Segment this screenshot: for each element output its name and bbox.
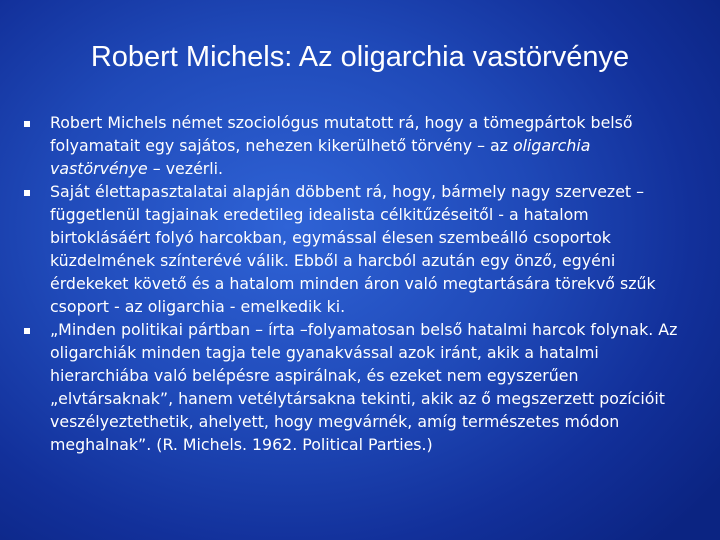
bullet-text-part: – vezérli. xyxy=(147,159,224,178)
bullet-item xyxy=(24,111,684,180)
bullet-text: „Minden politikai pártban – írta –folyamatosan belső hatalmi harcok folynak. Az oligarchiák minden tagja tele gyanakvással azok iránt, akik a hatalmi hierarchiába való belépésre aspirálnak, és ezeket nem egyszerűen „elvtársaknak”, hanem vetélytársakna tekinti, akik az ő megszerzett pozícióit veszélyeztethetik, ahelyett, hogy megvárnék, amíg természetes módon meghalnak”. (R. Michels. 1962. Political Parties.) xyxy=(50,320,678,454)
slide-title: Robert Michels: Az oligarchia vastörvénye xyxy=(90,41,630,73)
bullet-text-part: Robert Michels német szociológus mutatott rá, hogy a tömegpártok belső folyamatait egy sajátos, nehezen kikerülhető törvény – az xyxy=(50,113,633,155)
italic-term: oligarchia vastörvénye xyxy=(50,136,591,178)
square-bullet-icon xyxy=(24,328,30,334)
bullet-text xyxy=(50,113,633,178)
square-bullet-icon xyxy=(24,121,30,127)
bullet-text: Saját élettapasztalatai alapján döbbent rá, hogy, bármely nagy szervezet – függetlenül tagjainak eredetileg idealista célkitűzéseitől - a hatalom birtoklásáért folyó harcokban, egymással élesen szembeálló csoportok küzdelmének színterévé válik. Ebből a harcból azután egy önző, egyéni érdekeket követő és a hatalom minden áron való megtartására törekvő szűk csoport - az oligarchia - emelkedik ki. xyxy=(50,182,656,316)
square-bullet-icon xyxy=(24,190,30,196)
bullet-list xyxy=(24,111,684,456)
bullet-item xyxy=(24,180,684,318)
bullet-item xyxy=(24,318,684,456)
